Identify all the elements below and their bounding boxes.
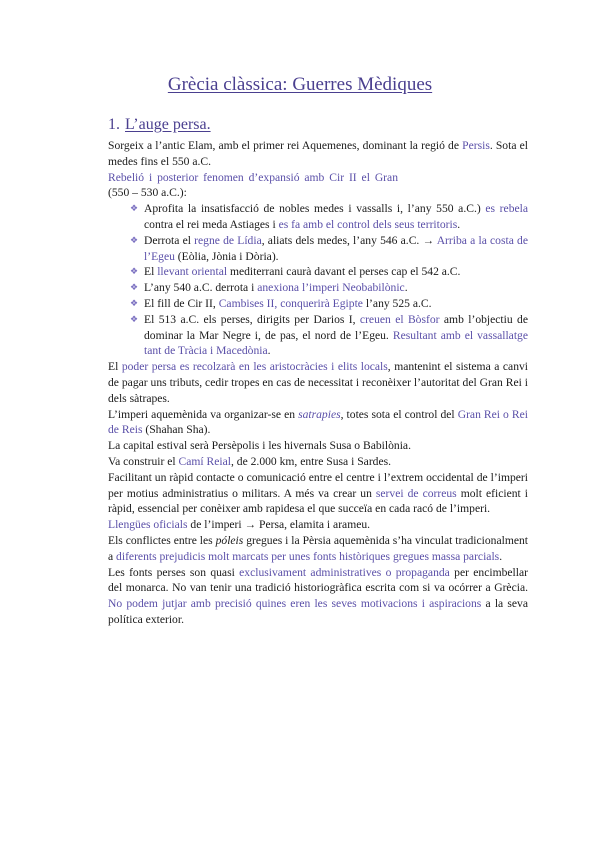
text: El [108, 360, 122, 374]
highlight: Resultant amb el vassallatge tant de Tràcia i Macedònia [144, 328, 528, 358]
list-item [130, 280, 528, 296]
page-title: Grècia clàssica: Guerres Mèdiques [167, 74, 433, 95]
text: Derrota el [144, 233, 195, 247]
diamond-bullet-icon: ❖ [130, 203, 139, 214]
highlight: creuen el Bòsfor [359, 312, 440, 326]
paragraph: La capital estival serà Persèpolis i les hivernals Susa o Babilònia. [108, 439, 411, 453]
list-item [130, 264, 528, 280]
section-heading [108, 116, 211, 134]
list-item [130, 312, 529, 359]
list-item [130, 233, 529, 265]
text: , mantenint el sistema a canvi de pagar uns tributs, cedir tropes en cas de necessitat i reconèixer l’autoritat del Gran Rei i dels sàtrapes. [108, 360, 529, 405]
highlight: es rebela [485, 202, 528, 216]
text: Va construir el [108, 454, 179, 468]
highlight: Arriba a la costa de l’Egeu [144, 233, 529, 263]
text: de l’imperi → Persa, elamita i arameu. [187, 518, 371, 532]
text: El 513 a.C. els perses, dirigits per Darios I, [144, 312, 360, 326]
text: per encimbellar del monarca. No van tenir una tradició historiogràfica escrita com si va ocórrer a Grècia. [108, 565, 528, 595]
text: . Sota el medes fins el 550 a.C. [108, 139, 528, 168]
paragraph [108, 565, 528, 628]
text: molt eficient i ràpid, essencial per conèixer amb rapidesa el que succeïa en cada racó de l’imperi. [108, 486, 528, 516]
text: a la seva política exterior. [108, 597, 529, 626]
highlight: diferents prejudicis molt marcats per unes fonts històriques gregues massa parcials [116, 549, 500, 563]
text: contra el rei meda Astiages i [144, 217, 279, 231]
text: amb l’objectiu de dominar la Mar Negre i, de pas, el nord de l’Egeu. [144, 312, 529, 342]
text: , de 2.000 km, entre Susa i Sardes. [231, 454, 392, 468]
list-item [130, 201, 528, 233]
diamond-bullet-icon: ❖ [130, 266, 139, 277]
paragraph [108, 359, 528, 406]
highlight: regne de Lídia [194, 233, 262, 247]
diamond-bullet-icon: ❖ [130, 313, 139, 324]
highlight: satrapies [298, 407, 341, 421]
paragraph [108, 517, 528, 533]
intro-paragraph [108, 138, 528, 170]
list-item [130, 296, 528, 312]
text: L’imperi aquemènida va organizar-se en [108, 407, 299, 421]
highlight: Cambises II, conquerirà Egipte [218, 296, 363, 310]
highlight: servei de correus [375, 486, 457, 500]
rebellion-paragraph [108, 170, 528, 202]
text: l’any 525 a.C. [362, 296, 432, 310]
highlight: exclusivament administratives o propaganda [239, 565, 450, 579]
paragraph [108, 407, 528, 439]
text: . [267, 344, 271, 358]
text: (550 – 530 a.C.): [108, 186, 187, 200]
highlight: es fa amb el control dels seus territoris [278, 217, 458, 231]
highlight: poder persa es recolzarà en les aristocràcies i elits locals [121, 360, 388, 374]
text: El [144, 265, 158, 279]
text: , totes sota el control del [340, 407, 458, 421]
text: Els conflictes entre les [108, 533, 216, 547]
bullet-list [108, 201, 528, 359]
diamond-bullet-icon: ❖ [130, 297, 139, 308]
text: mediterrani caurà davant el perses cap el 542 a.C. [227, 265, 461, 279]
highlight: llevant oriental [157, 265, 228, 279]
highlight: Camí Reial [178, 454, 231, 468]
section-title: L’auge persa. [125, 116, 211, 133]
document-body [108, 138, 528, 628]
highlight: Persis [462, 139, 490, 152]
highlight: Rebelió i posterior fenomen d’expansió amb Cir II el Gran [108, 170, 398, 184]
diamond-bullet-icon: ❖ [130, 234, 139, 245]
text: El fill de Cir II, [144, 296, 219, 310]
text: L’any 540 a.C. derrota i [144, 281, 258, 295]
paragraph [108, 533, 528, 565]
highlight: Gran Rei o Rei de Reis [108, 407, 528, 437]
highlight: anexiona l’imperi Neobabilònic [257, 281, 405, 295]
highlight: Llengües oficials [108, 518, 188, 532]
text: , aliats dels medes, l’any 546 a.C. → [261, 233, 437, 247]
text: gregues i la Pèrsia aquemènida s’ha vinculat tradicionalment a [108, 533, 529, 563]
text: (Eòlia, Jònia i Dòria). [174, 249, 279, 263]
text: Facilitant un ràpid contacte o comunicació entre el centre i l’extrem occidental de l’imperi per motius administratius o militars. A més va crear un [108, 470, 528, 500]
text: Sorgeix a l’antic Elam, amb el primer rei Aquemenes, dominant la regió de [108, 139, 463, 152]
text: . [499, 549, 503, 563]
section-number: 1. [108, 116, 120, 133]
emphasis: póleis [215, 533, 244, 547]
text: (Shahan Sha). [142, 423, 211, 437]
text: Aprofita la insatisfacció de nobles medes i vassalls i, l’any 550 a.C.) [144, 202, 486, 216]
text: Les fonts perses son quasi [108, 565, 240, 579]
text: . [404, 281, 408, 295]
highlight: No podem jutjar amb precisió quines eren les seves motivacions i aspiracions [108, 597, 482, 611]
diamond-bullet-icon: ❖ [130, 282, 139, 293]
paragraph [108, 470, 528, 517]
text: . [457, 217, 461, 231]
paragraph [108, 454, 528, 470]
